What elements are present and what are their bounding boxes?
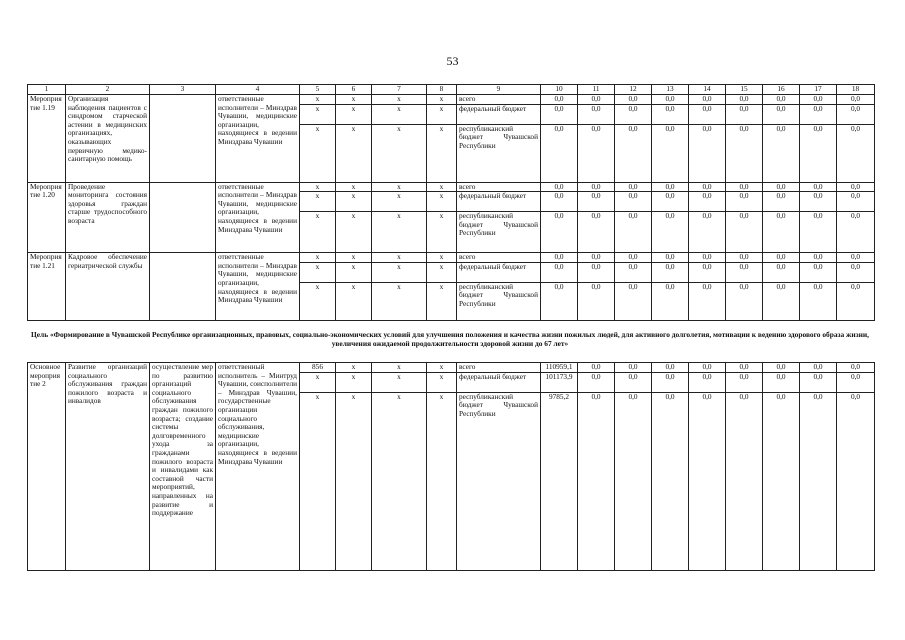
amount-cell: 0,0 bbox=[837, 392, 875, 570]
code-cell-c6: x bbox=[336, 192, 372, 212]
amount-cell: 0,0 bbox=[541, 253, 578, 263]
amount-cell: 0,0 bbox=[726, 95, 763, 105]
code-cell-c7: x bbox=[372, 192, 427, 212]
amount-cell: 0,0 bbox=[763, 372, 800, 392]
code-cell-c5: x bbox=[300, 372, 336, 392]
amount-cell: 0,0 bbox=[689, 372, 726, 392]
code-cell-c8: x bbox=[427, 182, 457, 192]
measure-1-19-row bbox=[28, 95, 875, 105]
code-cell-c8: x bbox=[427, 104, 457, 124]
amount-cell: 0,0 bbox=[689, 262, 726, 282]
code-cell-c8: x bbox=[427, 372, 457, 392]
amount-cell: 0,0 bbox=[578, 363, 615, 373]
code-cell-c6: x bbox=[336, 104, 372, 124]
amount-cell: 0,0 bbox=[763, 124, 800, 182]
code-cell-c6: x bbox=[336, 212, 372, 253]
funding-source: республиканский бюджет Чувашской Республики bbox=[457, 282, 541, 320]
code-cell-c5: x bbox=[300, 192, 336, 212]
code-cell-c7: x bbox=[372, 392, 427, 570]
amount-cell: 0,0 bbox=[615, 95, 652, 105]
amount-cell: 0,0 bbox=[615, 392, 652, 570]
funding-source: республиканский бюджет Чувашской Республики bbox=[457, 212, 541, 253]
amount-cell: 0,0 bbox=[541, 95, 578, 105]
column-number: 2 bbox=[66, 85, 150, 95]
measure-name: Проведение мониторинга состояния здоровья граждан старше трудоспособного возраста bbox=[66, 182, 150, 253]
funding-source: федеральный бюджет bbox=[457, 372, 541, 392]
amount-cell: 0,0 bbox=[800, 372, 837, 392]
code-cell-c5: x bbox=[300, 282, 336, 320]
amount-cell: 0,0 bbox=[763, 392, 800, 570]
amount-cell: 0,0 bbox=[763, 212, 800, 253]
amount-cell: 0,0 bbox=[615, 212, 652, 253]
code-cell-c6: x bbox=[336, 392, 372, 570]
amount-cell: 0,0 bbox=[800, 104, 837, 124]
code-cell-c7: x bbox=[372, 372, 427, 392]
amount-cell: 0,0 bbox=[652, 262, 689, 282]
amount-cell: 0,0 bbox=[763, 192, 800, 212]
measure-code: Мероприятие 1.19 bbox=[28, 95, 66, 183]
column-number: 1 bbox=[28, 85, 66, 95]
amount-cell: 0,0 bbox=[726, 124, 763, 182]
code-cell-c7: x bbox=[372, 95, 427, 105]
funding-source: всего bbox=[457, 182, 541, 192]
funding-source: федеральный бюджет bbox=[457, 104, 541, 124]
measure-executor: ответственный исполнитель – Минтруд Чувашии, соисполнители – Минздрав Чувашии, государственные организации социального обслуживания, медицинские организации, находящиеся в ведении Минздрава Чувашии bbox=[216, 363, 300, 571]
amount-cell: 0,0 bbox=[726, 182, 763, 192]
code-cell-c5: x bbox=[300, 104, 336, 124]
amount-cell: 0,0 bbox=[541, 262, 578, 282]
code-cell-c7: x bbox=[372, 212, 427, 253]
column-number: 16 bbox=[763, 85, 800, 95]
amount-cell: 0,0 bbox=[689, 212, 726, 253]
amount-cell: 0,0 bbox=[837, 182, 875, 192]
column-number: 4 bbox=[216, 85, 300, 95]
amount-cell: 0,0 bbox=[541, 124, 578, 182]
amount-cell: 110959,1 bbox=[541, 363, 578, 373]
code-cell-c8: x bbox=[427, 253, 457, 263]
code-cell-c8: x bbox=[427, 282, 457, 320]
amount-cell: 0,0 bbox=[541, 192, 578, 212]
code-cell-c6: x bbox=[336, 372, 372, 392]
amount-cell: 0,0 bbox=[763, 104, 800, 124]
amount-cell: 0,0 bbox=[578, 262, 615, 282]
funding-source: федеральный бюджет bbox=[457, 192, 541, 212]
column-number: 3 bbox=[150, 85, 216, 95]
amount-cell: 0,0 bbox=[800, 363, 837, 373]
amount-cell: 0,0 bbox=[615, 192, 652, 212]
main-event-2-row bbox=[28, 363, 875, 373]
amount-cell: 0,0 bbox=[726, 372, 763, 392]
amount-cell: 0,0 bbox=[689, 124, 726, 182]
main-event-table bbox=[27, 362, 875, 571]
amount-cell: 0,0 bbox=[652, 282, 689, 320]
amount-cell: 0,0 bbox=[837, 363, 875, 373]
measure-basis: осуществление мер по развитию организаций социального обслуживания граждан пожилого возраста; создание системы долговременного ухода за гражданами пожилого возраста и инвалидами как составной части мероприятий, направленных на развитие и поддержание bbox=[150, 363, 216, 571]
amount-cell: 0,0 bbox=[800, 253, 837, 263]
code-cell-c6: x bbox=[336, 262, 372, 282]
amount-cell: 0,0 bbox=[800, 182, 837, 192]
amount-cell: 0,0 bbox=[652, 192, 689, 212]
code-cell-c7: x bbox=[372, 182, 427, 192]
amount-cell: 0,0 bbox=[578, 372, 615, 392]
amount-cell: 0,0 bbox=[689, 104, 726, 124]
amount-cell: 0,0 bbox=[763, 262, 800, 282]
column-number: 6 bbox=[336, 85, 372, 95]
column-number: 15 bbox=[726, 85, 763, 95]
amount-cell: 0,0 bbox=[837, 95, 875, 105]
code-cell-c6: x bbox=[336, 253, 372, 263]
measure-executor: ответственные исполнители – Минздрав Чувашии, медицинские организации, находящиеся в ведении Минздрава Чувашии bbox=[216, 95, 300, 183]
amount-cell: 0,0 bbox=[763, 95, 800, 105]
amount-cell: 0,0 bbox=[689, 253, 726, 263]
column-number: 14 bbox=[689, 85, 726, 95]
code-cell-c7: x bbox=[372, 363, 427, 373]
amount-cell: 0,0 bbox=[837, 104, 875, 124]
measure-executor: ответственные исполнители – Минздрав Чувашии, медицинские организации, находящиеся в ведении Минздрава Чувашии bbox=[216, 253, 300, 321]
column-number: 10 bbox=[541, 85, 578, 95]
code-cell-c8: x bbox=[427, 212, 457, 253]
code-cell-c6: x bbox=[336, 95, 372, 105]
amount-cell: 0,0 bbox=[578, 95, 615, 105]
amount-cell: 0,0 bbox=[837, 192, 875, 212]
amount-cell: 0,0 bbox=[800, 262, 837, 282]
code-cell-c7: x bbox=[372, 262, 427, 282]
amount-cell: 0,0 bbox=[615, 262, 652, 282]
amount-cell: 0,0 bbox=[689, 182, 726, 192]
funding-source: всего bbox=[457, 95, 541, 105]
code-cell-c6: x bbox=[336, 282, 372, 320]
measure-basis bbox=[150, 253, 216, 321]
amount-cell: 0,0 bbox=[800, 282, 837, 320]
code-cell-c5: x bbox=[300, 253, 336, 263]
column-number: 8 bbox=[427, 85, 457, 95]
amount-cell: 0,0 bbox=[578, 104, 615, 124]
column-number: 5 bbox=[300, 85, 336, 95]
amount-cell: 0,0 bbox=[800, 95, 837, 105]
code-cell-c5: x bbox=[300, 392, 336, 570]
amount-cell: 0,0 bbox=[578, 282, 615, 320]
amount-cell: 0,0 bbox=[615, 363, 652, 373]
amount-cell: 0,0 bbox=[726, 392, 763, 570]
amount-cell: 0,0 bbox=[763, 182, 800, 192]
amount-cell: 0,0 bbox=[837, 253, 875, 263]
code-cell-c6: x bbox=[336, 182, 372, 192]
measure-code: Мероприятие 1.21 bbox=[28, 253, 66, 321]
amount-cell: 0,0 bbox=[652, 363, 689, 373]
amount-cell: 0,0 bbox=[652, 124, 689, 182]
code-cell-c7: x bbox=[372, 104, 427, 124]
column-number: 17 bbox=[800, 85, 837, 95]
measure-basis bbox=[150, 95, 216, 183]
amount-cell: 0,0 bbox=[689, 95, 726, 105]
amount-cell: 0,0 bbox=[541, 104, 578, 124]
funding-source: федеральный бюджет bbox=[457, 262, 541, 282]
amount-cell: 0,0 bbox=[689, 363, 726, 373]
amount-cell: 0,0 bbox=[800, 124, 837, 182]
funding-source: всего bbox=[457, 253, 541, 263]
code-cell-c5: x bbox=[300, 262, 336, 282]
amount-cell: 0,0 bbox=[578, 192, 615, 212]
amount-cell: 0,0 bbox=[541, 182, 578, 192]
code-cell-c8: x bbox=[427, 363, 457, 373]
code-cell-c8: x bbox=[427, 95, 457, 105]
measure-executor: ответственные исполнители – Минздрав Чувашии, медицинские организации, находящиеся в ведении Минздрава Чувашии bbox=[216, 182, 300, 253]
code-cell-c7: x bbox=[372, 124, 427, 182]
amount-cell: 0,0 bbox=[837, 212, 875, 253]
code-cell-c5: x bbox=[300, 95, 336, 105]
funding-source: всего bbox=[457, 363, 541, 373]
goal-heading: Цель «Формирование в Чувашской Республике организационных, правовых, социально-экономических условий для улучшения положения и качества жизни пожилых людей, для активного долголетия, мотивации к ведению здорового образа жизни, увеличения ожидаемой продолжительности здоровой жизни до 67 лет» bbox=[31, 330, 869, 348]
funding-source: республиканский бюджет Чувашской Республики bbox=[457, 392, 541, 570]
column-number: 7 bbox=[372, 85, 427, 95]
measures-table bbox=[27, 84, 875, 321]
column-number: 13 bbox=[652, 85, 689, 95]
amount-cell: 101173,9 bbox=[541, 372, 578, 392]
measure-name: Развитие организаций социального обслуживания граждан пожилого возраста и инвалидов bbox=[66, 363, 150, 571]
amount-cell: 0,0 bbox=[689, 282, 726, 320]
amount-cell: 0,0 bbox=[615, 104, 652, 124]
amount-cell: 0,0 bbox=[615, 372, 652, 392]
measure-name: Кадровое обеспечение гериатрической службы bbox=[66, 253, 150, 321]
amount-cell: 0,0 bbox=[541, 212, 578, 253]
amount-cell: 0,0 bbox=[763, 363, 800, 373]
amount-cell: 0,0 bbox=[763, 253, 800, 263]
amount-cell: 0,0 bbox=[837, 282, 875, 320]
code-cell-c8: x bbox=[427, 192, 457, 212]
amount-cell: 0,0 bbox=[615, 282, 652, 320]
amount-cell: 0,0 bbox=[578, 392, 615, 570]
amount-cell: 0,0 bbox=[578, 253, 615, 263]
code-cell-c5: x bbox=[300, 124, 336, 182]
amount-cell: 0,0 bbox=[726, 104, 763, 124]
amount-cell: 0,0 bbox=[837, 262, 875, 282]
amount-cell: 0,0 bbox=[652, 182, 689, 192]
column-number: 12 bbox=[615, 85, 652, 95]
amount-cell: 0,0 bbox=[726, 282, 763, 320]
amount-cell: 0,0 bbox=[615, 182, 652, 192]
code-cell-c8: x bbox=[427, 124, 457, 182]
column-number-row bbox=[28, 85, 875, 95]
amount-cell: 0,0 bbox=[615, 253, 652, 263]
amount-cell: 0,0 bbox=[652, 372, 689, 392]
amount-cell: 0,0 bbox=[652, 95, 689, 105]
amount-cell: 0,0 bbox=[726, 262, 763, 282]
measure-code: Мероприятие 1.20 bbox=[28, 182, 66, 253]
amount-cell: 0,0 bbox=[800, 192, 837, 212]
amount-cell: 0,0 bbox=[800, 392, 837, 570]
amount-cell: 0,0 bbox=[837, 124, 875, 182]
measure-basis bbox=[150, 182, 216, 253]
column-number: 9 bbox=[457, 85, 541, 95]
measure-name: Организация наблюдения пациентов с синдромом старческой астении в медицинских организациях, оказывающих первичную медико-санитарную помощь bbox=[66, 95, 150, 183]
page-number: 53 bbox=[446, 54, 459, 68]
amount-cell: 0,0 bbox=[800, 212, 837, 253]
code-cell-c8: x bbox=[427, 262, 457, 282]
amount-cell: 0,0 bbox=[726, 363, 763, 373]
code-cell-c5: 856 bbox=[300, 363, 336, 373]
amount-cell: 0,0 bbox=[615, 124, 652, 182]
amount-cell: 0,0 bbox=[726, 192, 763, 212]
amount-cell: 0,0 bbox=[578, 212, 615, 253]
amount-cell: 0,0 bbox=[726, 253, 763, 263]
measure-1-20-row bbox=[28, 182, 875, 192]
column-number: 11 bbox=[578, 85, 615, 95]
code-cell-c5: x bbox=[300, 212, 336, 253]
amount-cell: 9785,2 bbox=[541, 392, 578, 570]
amount-cell: 0,0 bbox=[652, 392, 689, 570]
amount-cell: 0,0 bbox=[726, 212, 763, 253]
amount-cell: 0,0 bbox=[837, 372, 875, 392]
code-cell-c7: x bbox=[372, 282, 427, 320]
amount-cell: 0,0 bbox=[578, 182, 615, 192]
measure-1-21-row bbox=[28, 253, 875, 263]
code-cell-c5: x bbox=[300, 182, 336, 192]
code-cell-c6: x bbox=[336, 124, 372, 182]
code-cell-c6: x bbox=[336, 363, 372, 373]
amount-cell: 0,0 bbox=[689, 392, 726, 570]
amount-cell: 0,0 bbox=[578, 124, 615, 182]
amount-cell: 0,0 bbox=[652, 212, 689, 253]
code-cell-c7: x bbox=[372, 253, 427, 263]
measure-code: Основное мероприятие 2 bbox=[28, 363, 66, 571]
amount-cell: 0,0 bbox=[652, 253, 689, 263]
code-cell-c8: x bbox=[427, 392, 457, 570]
amount-cell: 0,0 bbox=[541, 282, 578, 320]
funding-source: республиканский бюджет Чувашской Республики bbox=[457, 124, 541, 182]
amount-cell: 0,0 bbox=[763, 282, 800, 320]
amount-cell: 0,0 bbox=[689, 192, 726, 212]
column-number: 18 bbox=[837, 85, 875, 95]
amount-cell: 0,0 bbox=[652, 104, 689, 124]
